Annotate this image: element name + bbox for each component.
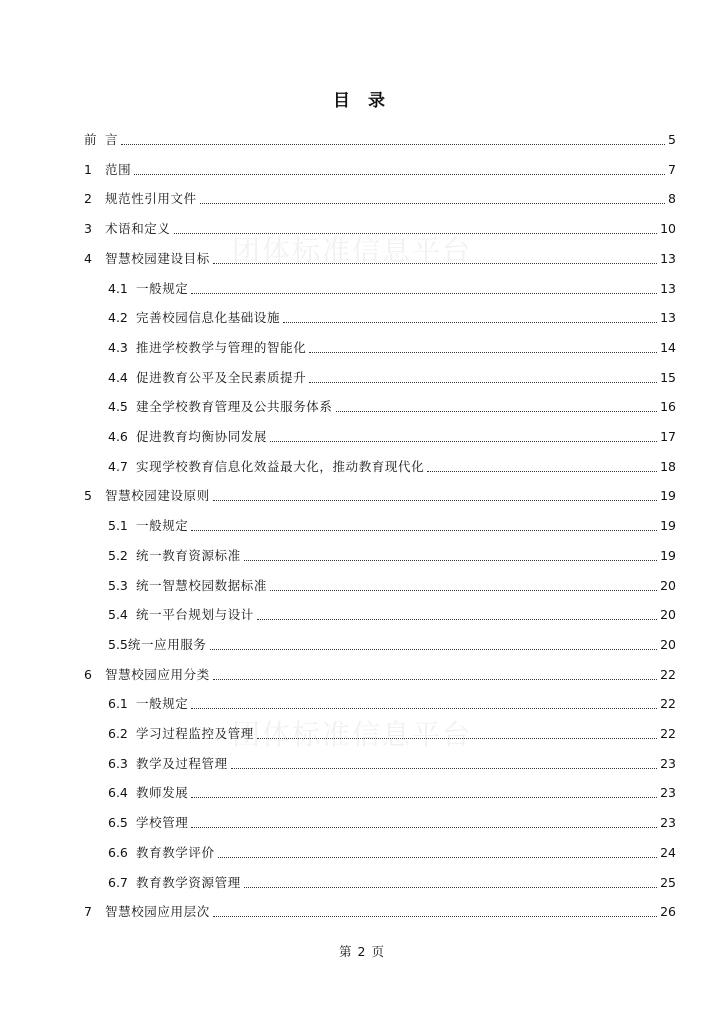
toc-entry-title: 智慧校园应用分类 <box>105 666 210 682</box>
toc-entry-page: 5 <box>668 132 676 147</box>
toc-entry-number: 4.4 <box>108 369 128 385</box>
toc-entry-title: 教育教学资源管理 <box>136 874 241 890</box>
toc-entry-number: 5.3 <box>108 577 128 593</box>
toc-dot-leader <box>191 708 657 709</box>
toc-dot-leader <box>191 530 657 531</box>
toc-entry-page: 13 <box>660 310 676 326</box>
toc-entry-title: 建全学校教育管理及公共服务体系 <box>136 399 333 415</box>
toc-dot-leader <box>200 203 665 204</box>
toc-entry-title: 学习过程监控及管理 <box>136 726 254 741</box>
toc-entry-number: 7 <box>84 904 92 920</box>
toc-entry-page: 19 <box>660 488 676 504</box>
toc-entry-title: 实现学校教育信息化效益最大化，推动教育现代化 <box>136 458 425 474</box>
toc-entry-number: 4.6 <box>108 429 128 444</box>
toc-entry[interactable] <box>84 158 676 178</box>
toc-dot-leader <box>213 679 657 680</box>
toc-entry-page: 19 <box>660 518 676 534</box>
toc-entry-title: 教育教学评价 <box>136 844 215 860</box>
toc-entry[interactable] <box>84 128 676 148</box>
toc-entry-number: 6.3 <box>108 755 128 771</box>
toc-entry-number: 4.1 <box>108 280 128 296</box>
toc-entry-page: 10 <box>660 221 676 237</box>
toc-entry[interactable] <box>108 277 676 297</box>
toc-entry-number: 5.1 <box>108 518 128 534</box>
toc-entry-title: 言 <box>105 132 119 147</box>
toc-entry-page: 13 <box>660 250 676 266</box>
toc-entry[interactable] <box>108 633 676 653</box>
toc-entry-number: 6.7 <box>108 874 128 890</box>
toc-entry-page: 23 <box>660 785 676 801</box>
toc-entry[interactable] <box>108 306 676 326</box>
toc-entry-page: 16 <box>660 399 676 415</box>
toc-entry-page: 20 <box>660 577 676 593</box>
toc-entry-page: 20 <box>660 636 676 652</box>
toc-dot-leader <box>210 649 658 650</box>
toc-entry-number: 5 <box>84 488 92 504</box>
toc-entry-page: 15 <box>660 369 676 385</box>
toc-entry[interactable] <box>108 722 676 742</box>
toc-entry[interactable] <box>108 603 676 623</box>
toc-entry-title: 学校管理 <box>136 815 189 831</box>
toc-dot-leader <box>270 441 657 442</box>
toc-entry[interactable] <box>108 692 676 712</box>
toc-entry-number: 1 <box>84 161 92 177</box>
toc-entry-number: 6.4 <box>108 785 128 801</box>
toc-entry[interactable] <box>84 247 676 267</box>
toc-dot-leader <box>231 768 657 769</box>
toc-entry-number: 4 <box>84 250 92 266</box>
watermark: 团体标准信息平台 <box>232 718 473 751</box>
toc-entry-title: 促进教育均衡协同发展 <box>136 429 268 444</box>
toc-entry-title: 规范性引用文件 <box>105 191 197 207</box>
toc-dot-leader <box>427 471 657 472</box>
toc-dot-leader <box>257 619 657 620</box>
toc-dot-leader <box>121 144 665 145</box>
toc-entry-title: 一般规定 <box>136 696 189 712</box>
toc-entry[interactable] <box>108 752 676 772</box>
toc-entry-page: 14 <box>660 339 676 355</box>
toc-entry[interactable] <box>108 871 676 891</box>
toc-entry-title: 术语和定义 <box>105 221 171 237</box>
toc-entry-number: 2 <box>84 191 92 207</box>
toc-entry-title: 智慧校园建设目标 <box>105 250 210 266</box>
toc-entry-number: 6 <box>84 666 92 682</box>
toc-entry-page: 22 <box>660 696 676 712</box>
toc-entry-page: 17 <box>660 429 676 444</box>
toc-dot-leader <box>174 233 658 234</box>
toc-entry-title: 智慧校园建设原则 <box>105 488 210 504</box>
toc-entry[interactable] <box>108 425 676 445</box>
toc-entry[interactable] <box>108 811 676 831</box>
toc-entry-number: 4.3 <box>108 339 128 355</box>
toc-entry[interactable] <box>84 484 676 504</box>
toc-entry-title: 统一平台规划与设计 <box>136 607 254 623</box>
toc-dot-leader <box>336 411 658 412</box>
toc-entry-title: 范围 <box>105 161 132 177</box>
toc-entry-page: 18 <box>660 458 676 474</box>
toc-entry-page: 7 <box>668 161 676 177</box>
toc-dot-leader <box>283 322 657 323</box>
toc-dot-leader <box>309 352 657 353</box>
toc-entry-title: 完善校园信息化基础设施 <box>136 310 281 326</box>
toc-entry-title: 统一教育资源标准 <box>136 547 241 563</box>
toc-entry[interactable] <box>84 217 676 237</box>
toc-entry-page: 25 <box>660 874 676 890</box>
toc-entry-page: 8 <box>668 191 676 207</box>
toc-dot-leader <box>134 174 665 175</box>
toc-entry-number: 6.6 <box>108 844 128 860</box>
toc-entry[interactable] <box>108 336 676 356</box>
toc-entry-title: 一般规定 <box>136 280 189 296</box>
toc-entry-page: 22 <box>660 726 676 741</box>
toc-entry-number: 4.2 <box>108 310 128 326</box>
toc-dot-leader <box>191 797 657 798</box>
toc-dot-leader <box>218 857 657 858</box>
toc-entry-title: 统一应用服务 <box>127 636 207 652</box>
toc-dot-leader <box>213 500 657 501</box>
toc-entry-number: 5.2 <box>108 547 128 563</box>
toc-entry-title: 促进教育公平及全民素质提升 <box>136 369 307 385</box>
toc-entry-title: 智慧校园应用层次 <box>105 904 210 920</box>
toc-dot-leader <box>191 293 657 294</box>
toc-dot-leader <box>270 590 657 591</box>
page-title: 目 录 <box>333 91 391 111</box>
toc-entry[interactable] <box>84 900 676 920</box>
toc-entry-page: 22 <box>660 666 676 682</box>
toc-entry[interactable] <box>84 187 676 207</box>
toc-entry-title: 推进学校教学与管理的智能化 <box>136 339 307 355</box>
toc-entry-title: 一般规定 <box>136 518 189 534</box>
toc-entry-number: 5.5 <box>108 636 128 652</box>
toc-entry[interactable] <box>108 455 676 475</box>
toc-entry[interactable] <box>108 395 676 415</box>
toc-dot-leader <box>213 263 657 264</box>
toc-dot-leader <box>244 887 657 888</box>
toc-entry-title: 教学及过程管理 <box>136 755 228 771</box>
toc-entry[interactable] <box>108 574 676 594</box>
toc-entry-page: 23 <box>660 815 676 831</box>
toc-entry[interactable] <box>108 841 676 861</box>
toc-entry-page: 26 <box>660 904 676 920</box>
toc-entry-page: 23 <box>660 755 676 771</box>
toc-entry-number: 4.7 <box>108 458 128 474</box>
toc-entry[interactable] <box>108 781 676 801</box>
toc-dot-leader <box>213 916 657 917</box>
toc-entry-page: 13 <box>660 280 676 296</box>
toc-entry[interactable] <box>108 514 676 534</box>
toc-entry[interactable] <box>84 663 676 683</box>
toc-entry-number: 6.2 <box>108 726 128 741</box>
toc-entry-number: 6.5 <box>108 815 128 831</box>
toc-dot-leader <box>191 827 657 828</box>
toc-dot-leader <box>257 738 657 739</box>
toc-dot-leader <box>309 382 657 383</box>
toc-entry-number: 4.5 <box>108 399 128 415</box>
toc-entry[interactable] <box>108 366 676 386</box>
toc-entry-number: 3 <box>84 221 92 237</box>
toc-entry-number: 6.1 <box>108 696 128 712</box>
toc-entry-number: 前 <box>84 132 97 147</box>
toc-entry-page: 24 <box>660 844 676 860</box>
toc-entry-title: 统一智慧校园数据标准 <box>136 577 268 593</box>
toc-entry-title: 教师发展 <box>136 785 189 801</box>
toc-entry-page: 19 <box>660 547 676 563</box>
toc-entry-page: 20 <box>660 607 676 623</box>
toc-dot-leader <box>244 560 657 561</box>
watermark: 团体标准信息平台 <box>232 234 473 267</box>
toc-entry-number: 5.4 <box>108 607 128 623</box>
page-number-footer: 第 2 页 <box>339 944 385 959</box>
toc-entry[interactable] <box>108 544 676 564</box>
